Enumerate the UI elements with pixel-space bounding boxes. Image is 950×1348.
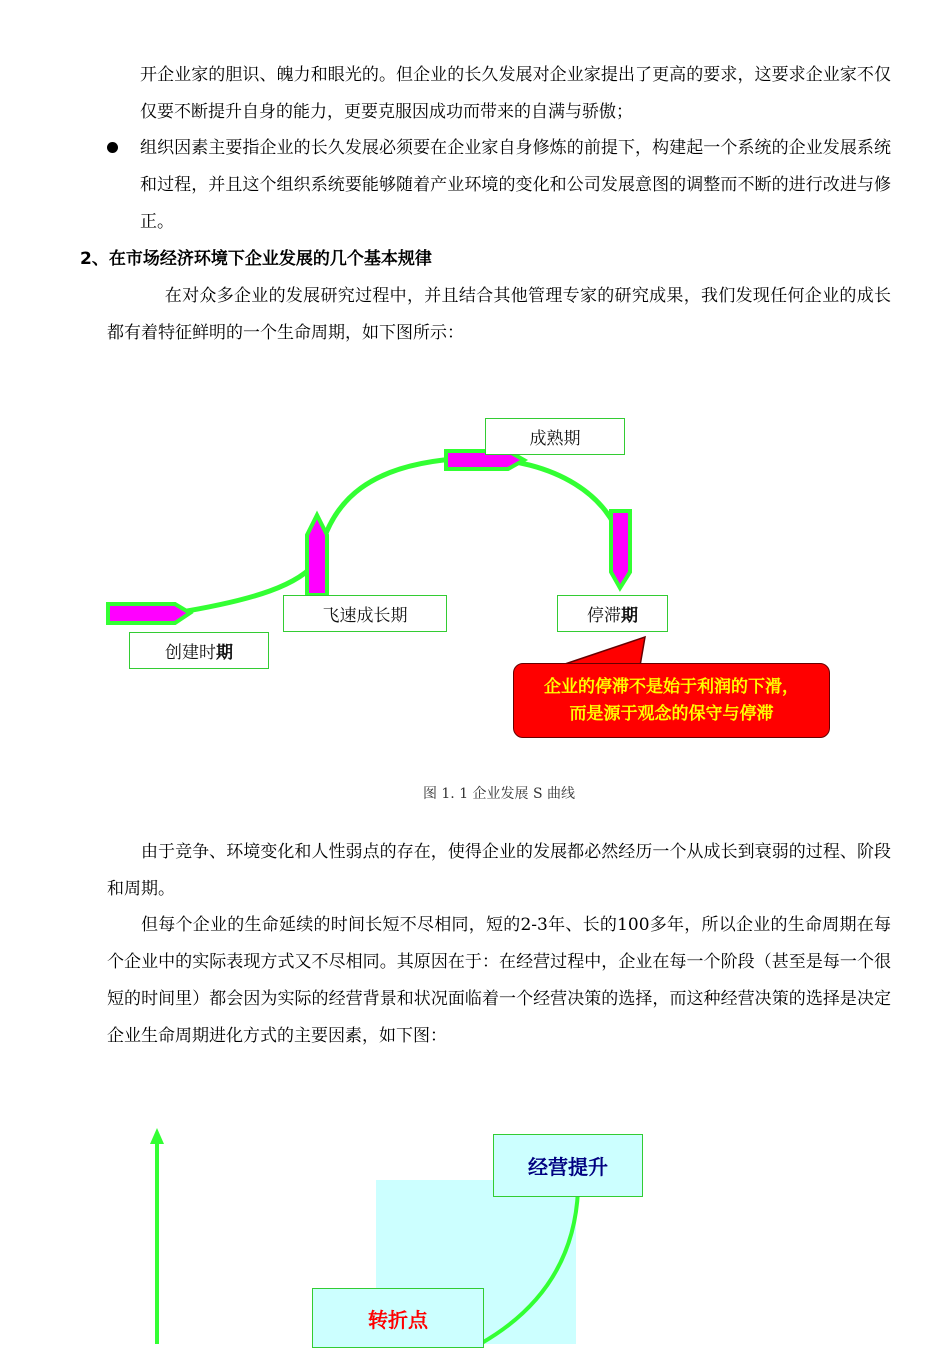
label-mature-stage: 成熟期	[485, 418, 625, 455]
figure-1-caption: 图 1. 1 企业发展 S 曲线	[422, 786, 576, 802]
label-founding-stage: 创建时 期	[129, 632, 269, 669]
callout-line-1: 企业的停滞不是始于利润的下滑，	[544, 676, 799, 697]
y-axis-arrowhead	[150, 1128, 164, 1144]
box-turning-point: 转折点	[312, 1288, 484, 1348]
box-business-upgrade: 经营提升	[493, 1134, 643, 1197]
callout-line-2: 而是源于观念的保守与停滞	[569, 703, 774, 724]
paragraph-lifespan: 但每个企业的生命延续的时间长短不尽相同，短的2-3年、长的100多年，所以企业的生命周期在每个企业中的实际表现方式又不尽相同。其原因在于：在经营过程中，企业在每一个阶段（甚至是每一个很短的时间里）都会因为实际的经营背景和状况面临着一个经营决策的选择，而这种经营决策的选择是决定企业生命周期进化方式的主要因素，如下图：	[107, 915, 891, 1046]
label-stagnation-stage: 停滞 期	[557, 595, 668, 632]
paragraph-top: 开企业家的胆识、魄力和眼光的。但企业的长久发展对企业家提出了更高的要求，这要求企业家不仅仅要不断提升自身的能力，更要克服因成功而带来的自满与骄傲；	[140, 65, 891, 122]
section-heading-2: 2、在市场经济环境下企业发展的几个基本规律	[80, 249, 432, 269]
bullet-organization-factor: 组织因素主要指企业的长久发展必须要在企业家自身修炼的前提下，构建起一个系统的企业发展系统和过程，并且这个组织系统要能够随着产业环境的变化和公司发展意图的调整而不断的进行改进与修正。	[140, 138, 891, 232]
label-growth-stage: 飞速成长期	[283, 595, 447, 632]
paragraph-competition: 由于竞争、环境变化和人性弱点的存在，使得企业的发展都必然经历一个从成长到衰弱的过程、阶段和周期。	[107, 842, 891, 899]
paragraph-intro: 在对众多企业的发展研究过程中，并且结合其他管理专家的研究成果，我们发现任何企业的成长都有着特征鲜明的一个生命周期，如下图所示：	[107, 286, 891, 343]
